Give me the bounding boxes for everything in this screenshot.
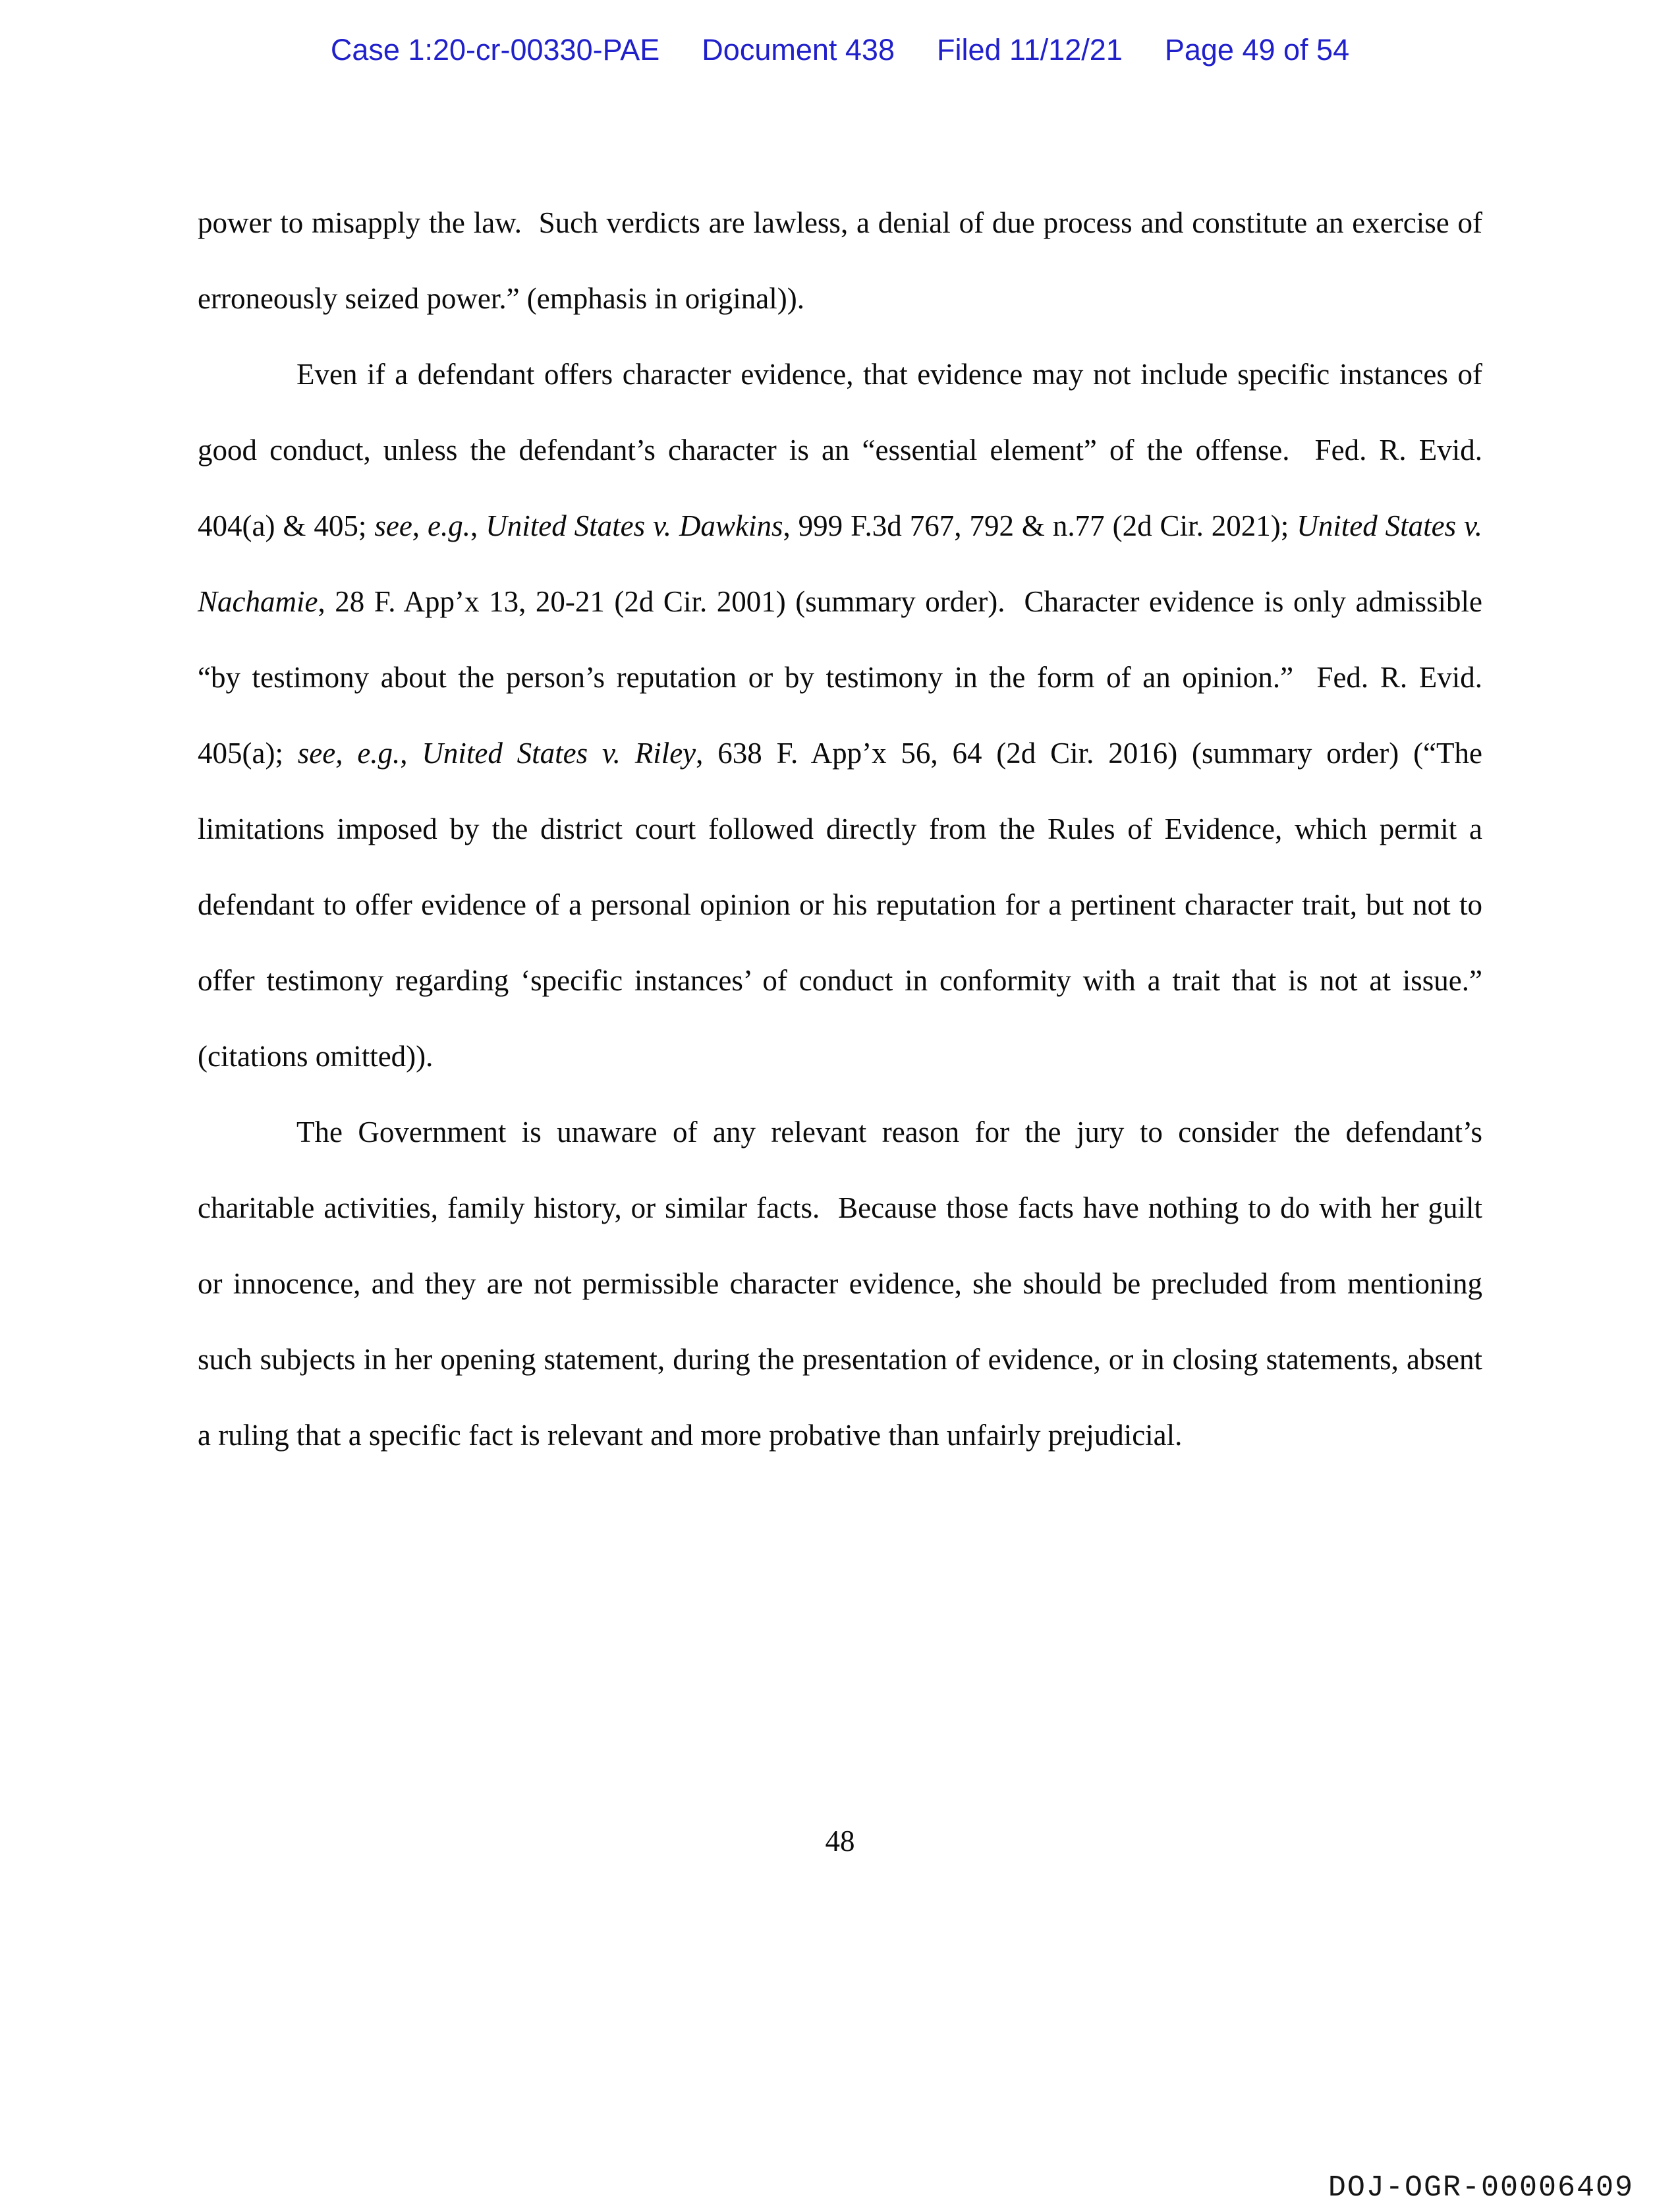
text-segment: , 999 F.3d 767, 792 & n.77 (2d Cir. 2021); — [783, 509, 1297, 542]
citation-italic-segment: see, e.g. — [297, 737, 401, 770]
text-segment: , 638 F. App’x 56, 64 (2d Cir. 2016) (summary order) (“The limitations imposed by the district court followed directly from the Rules of Evidence, which permit a defendant to offer evidence of a personal opinion or his reputation for a pertinent character trait, but not to offer testimony regarding ‘specific instances’ of conduct in conformity with a trait that is not at issue.” (citations omitted)). — [198, 737, 1490, 1073]
text-segment: , — [400, 737, 422, 770]
body-paragraph — [198, 185, 1490, 337]
page-indicator: Page 49 of 54 — [1164, 33, 1350, 67]
text-segment: , 28 F. App’x 13, 20-21 (2d Cir. 2001) (summary order). Character evidence is only admissible “by testimony about the person’s reputation or by testimony in the form of an opinion.” Fed. R. Evid. 405(a); — [198, 585, 1490, 770]
text-segment: power to misapply the law. Such verdicts are lawless, a denial of due process and constitute an exercise of erroneously seized power.” (emphasis in original)). — [198, 206, 1490, 315]
citation-italic-segment: see, e.g. — [374, 509, 470, 542]
text-segment: , — [470, 509, 486, 542]
case-number: Case 1:20-cr-00330-PAE — [330, 33, 660, 67]
body-paragraph — [198, 1094, 1490, 1473]
bates-number: DOJ-OGR-00006409 — [1328, 2171, 1634, 2205]
citation-italic-segment: United States v. Dawkins — [486, 509, 783, 542]
document-body — [198, 185, 1490, 1473]
citation-italic-segment: United States v. Nachamie — [198, 509, 1490, 618]
citation-italic-segment: United States v. Riley — [422, 737, 696, 770]
filed-date: Filed 11/12/21 — [936, 33, 1123, 67]
body-paragraph — [198, 337, 1490, 1094]
page-number: 48 — [825, 1825, 855, 1858]
text-segment: Even if a defendant offers character evidence, that evidence may not include specific instances of good conduct, unless the defendant’s character is an “essential element” of the offense. Fed. R. Evid. 404(a) & 405; — [198, 358, 1490, 542]
case-header-stamp — [0, 33, 1680, 67]
text-segment: The Government is unaware of any relevant reason for the jury to consider the defendant’s charitable activities, family history, or similar facts. Because those facts have nothing to do with her guilt or innocence, and they are not permissible character evidence, she should be precluded from mentioning such subjects in her opening statement, during the presentation of evidence, or in closing statements, absent a ruling that a specific fact is relevant and more probative than unfairly prejudicial. — [198, 1116, 1490, 1452]
document-number: Document 438 — [702, 33, 895, 67]
